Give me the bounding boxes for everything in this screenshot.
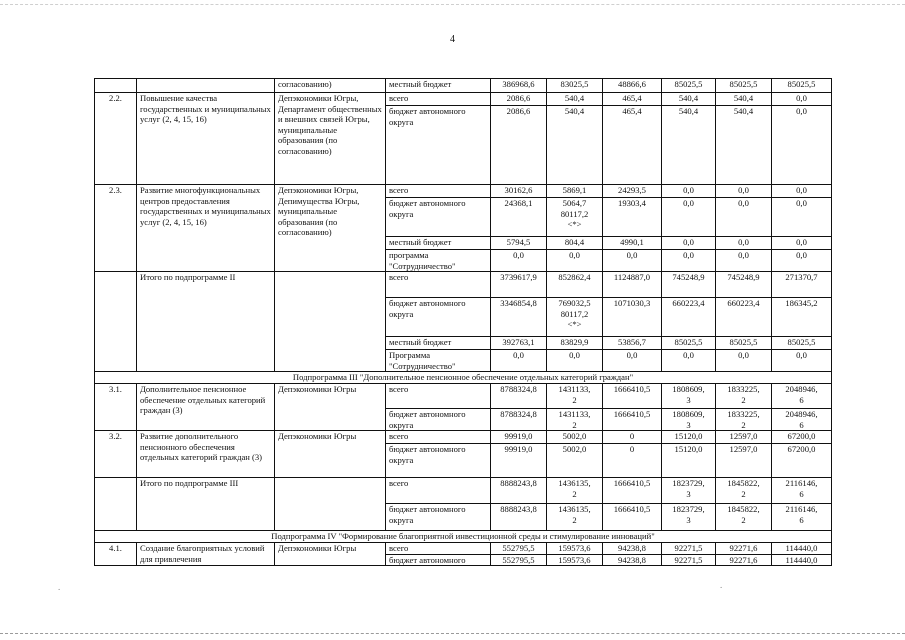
value-cell: 83829,9 (547, 337, 603, 350)
value-cell: 92271,5 (662, 543, 716, 555)
value-cell: 92271,6 (716, 543, 772, 555)
value-cell: 804,4 (547, 237, 603, 250)
value-cell: 159573,6 (547, 554, 603, 566)
funding-source-cell: бюджет автономного (386, 554, 491, 566)
value-cell: 19303,4 (603, 198, 662, 237)
responsible-cell: Депэкономики Югры, Департамент общественных и внешних связей Югры, муниципальные образования (по согласованию) (275, 93, 386, 185)
value-cell: 1666410,5 (603, 504, 662, 531)
row-number-cell (95, 272, 137, 372)
value-cell: 2116146, 6 (772, 504, 832, 531)
value-cell: 99919,0 (491, 444, 547, 478)
value-cell: 0,0 (772, 250, 832, 272)
value-cell: 552795,5 (491, 554, 547, 566)
value-cell: 0,0 (772, 350, 832, 372)
bottom-scan-edge (0, 633, 905, 635)
value-cell: 5002,0 (547, 444, 603, 478)
value-cell: 67200,0 (772, 431, 832, 444)
value-cell: 85025,5 (662, 337, 716, 350)
funding-source-cell: всего (386, 185, 491, 198)
value-cell: 1808609, 3 (662, 409, 716, 431)
value-cell: 2048946, 6 (772, 409, 832, 431)
value-cell: 85025,5 (772, 79, 832, 93)
value-cell: 48866,6 (603, 79, 662, 93)
value-cell: 67200,0 (772, 444, 832, 478)
value-cell: 83025,5 (547, 79, 603, 93)
value-cell: 12597,0 (716, 444, 772, 478)
value-cell: 0,0 (716, 350, 772, 372)
value-cell: 0,0 (547, 250, 603, 272)
row-number-cell: 4.1. (95, 543, 137, 566)
row-number-cell (95, 478, 137, 531)
value-cell: 0,0 (716, 198, 772, 237)
value-cell: 8888243,8 (491, 478, 547, 504)
value-cell: 0,0 (491, 350, 547, 372)
funding-source-cell: местный бюджет (386, 237, 491, 250)
funding-source-cell: всего (386, 93, 491, 106)
value-cell: 540,4 (662, 93, 716, 106)
subprogram-title: Подпрограмма III "Дополнительное пенсионное обеспечение отдельных категорий граждан" (95, 372, 832, 384)
row-number-cell: 2.3. (95, 185, 137, 272)
value-cell: 12597,0 (716, 431, 772, 444)
row-number-cell: 2.2. (95, 93, 137, 185)
value-cell: 540,4 (716, 93, 772, 106)
value-cell: 186345,2 (772, 298, 832, 337)
subprogram-title: Подпрограмма IV "Формирование благоприятной инвестиционной среды и стимулирование инноваций" (95, 531, 832, 543)
value-cell: 0,0 (491, 250, 547, 272)
funding-source-cell: всего (386, 431, 491, 444)
value-cell: 0,0 (772, 93, 832, 106)
value-cell: 465,4 (603, 93, 662, 106)
funding-source-cell: программа "Сотрудничество" (386, 250, 491, 272)
value-cell: 1833225, 2 (716, 409, 772, 431)
responsible-cell (275, 478, 386, 531)
value-cell: 540,4 (547, 106, 603, 185)
table-row (95, 543, 832, 555)
value-cell: 0,0 (603, 250, 662, 272)
value-cell: 8788324,8 (491, 384, 547, 409)
value-cell: 15120,0 (662, 431, 716, 444)
value-cell: 4990,1 (603, 237, 662, 250)
value-cell: 5869,1 (547, 185, 603, 198)
value-cell: 2116146, 6 (772, 478, 832, 504)
value-cell: 271370,7 (772, 272, 832, 298)
value-cell: 1823729, 3 (662, 478, 716, 504)
value-cell: 85025,5 (772, 337, 832, 350)
funding-source-cell: всего (386, 272, 491, 298)
value-cell: 769032,5 80117,2 <*> (547, 298, 603, 337)
value-cell: 392763,1 (491, 337, 547, 350)
row-number-cell: 3.1. (95, 384, 137, 431)
value-cell: 85025,5 (716, 79, 772, 93)
value-cell: 0,0 (716, 237, 772, 250)
item-name-cell: Развитие многофункциональных центров предоставления государственных и муниципальных услуг (2, 4, 15, 16) (137, 185, 275, 272)
value-cell: 0,0 (662, 198, 716, 237)
item-name-cell (137, 79, 275, 93)
scan-mark: . (58, 582, 61, 592)
row-number-cell: 3.2. (95, 431, 137, 478)
value-cell: 85025,5 (716, 337, 772, 350)
value-cell: 745248,9 (662, 272, 716, 298)
value-cell: 660223,4 (662, 298, 716, 337)
subtotal-label-cell: Итого по подпрограмме III (137, 478, 275, 531)
page-number: 4 (450, 34, 455, 45)
value-cell: 99919,0 (491, 431, 547, 444)
value-cell: 1071030,3 (603, 298, 662, 337)
value-cell: 159573,6 (547, 543, 603, 555)
table-row (95, 372, 832, 384)
value-cell: 0,0 (603, 350, 662, 372)
value-cell: 0,0 (662, 350, 716, 372)
table-row (95, 93, 832, 106)
funding-source-cell: всего (386, 384, 491, 409)
value-cell: 24368,1 (491, 198, 547, 237)
table-row (95, 272, 832, 298)
budget-table (94, 78, 832, 566)
value-cell: 1845822, 2 (716, 478, 772, 504)
value-cell: 1124887,0 (603, 272, 662, 298)
item-name-cell: Создание благоприятных условий для привлечения (137, 543, 275, 566)
value-cell: 92271,6 (716, 554, 772, 566)
value-cell: 386968,6 (491, 79, 547, 93)
responsible-cell: Депэкономики Югры (275, 543, 386, 566)
responsible-cell: Депэкономики Югры, Депимущества Югры, муниципальные образования (по согласованию) (275, 185, 386, 272)
value-cell: 1666410,5 (603, 409, 662, 431)
item-name-cell: Дополнительное пенсионное обеспечение отдельных категорий граждан (3) (137, 384, 275, 431)
value-cell: 1436135, 2 (547, 504, 603, 531)
value-cell: 92271,5 (662, 554, 716, 566)
value-cell: 1666410,5 (603, 478, 662, 504)
value-cell: 540,4 (662, 106, 716, 185)
funding-source-cell: бюджет автономного округа (386, 106, 491, 185)
funding-source-cell: бюджет автономного округа (386, 504, 491, 531)
value-cell: 8888243,8 (491, 504, 547, 531)
value-cell: 94238,8 (603, 554, 662, 566)
value-cell: 0,0 (772, 198, 832, 237)
value-cell: 15120,0 (662, 444, 716, 478)
value-cell: 0,0 (662, 250, 716, 272)
item-name-cell: Повышение качества государственных и муниципальных услуг (2, 4, 15, 16) (137, 93, 275, 185)
responsible-cell: согласованию) (275, 79, 386, 93)
value-cell: 0,0 (772, 106, 832, 185)
row-number-cell (95, 79, 137, 93)
scan-mark: . (720, 580, 723, 590)
funding-source-cell: всего (386, 478, 491, 504)
table-row (95, 79, 832, 93)
value-cell: 24293,5 (603, 185, 662, 198)
value-cell: 0,0 (716, 185, 772, 198)
value-cell: 94238,8 (603, 543, 662, 555)
value-cell: 1808609, 3 (662, 384, 716, 409)
value-cell: 0,0 (662, 185, 716, 198)
funding-source-cell: бюджет автономного округа (386, 298, 491, 337)
value-cell: 1823729, 3 (662, 504, 716, 531)
value-cell: 5064,7 80117,2 <*> (547, 198, 603, 237)
value-cell: 1845822, 2 (716, 504, 772, 531)
funding-source-cell: Программа "Сотрудничество" (386, 350, 491, 372)
value-cell: 85025,5 (662, 79, 716, 93)
value-cell: 1436135, 2 (547, 478, 603, 504)
value-cell: 0,0 (547, 350, 603, 372)
value-cell: 0,0 (772, 237, 832, 250)
value-cell: 1431133, 2 (547, 384, 603, 409)
value-cell: 5794,5 (491, 237, 547, 250)
value-cell: 8788324,8 (491, 409, 547, 431)
value-cell: 1431133, 2 (547, 409, 603, 431)
value-cell: 1666410,5 (603, 384, 662, 409)
value-cell: 0 (603, 444, 662, 478)
funding-source-cell: бюджет автономного округа (386, 409, 491, 431)
value-cell: 114440,0 (772, 554, 832, 566)
value-cell: 745248,9 (716, 272, 772, 298)
value-cell: 114440,0 (772, 543, 832, 555)
table-row (95, 384, 832, 409)
value-cell: 2048946, 6 (772, 384, 832, 409)
responsible-cell: Депэкономики Югры (275, 384, 386, 431)
value-cell: 5002,0 (547, 431, 603, 444)
value-cell: 3739617,9 (491, 272, 547, 298)
value-cell: 540,4 (547, 93, 603, 106)
table-row (95, 531, 832, 543)
responsible-cell (275, 272, 386, 372)
value-cell: 2086,6 (491, 93, 547, 106)
value-cell: 1833225, 2 (716, 384, 772, 409)
funding-source-cell: бюджет автономного округа (386, 198, 491, 237)
subtotal-label-cell: Итого по подпрограмме II (137, 272, 275, 372)
table-row (95, 478, 832, 504)
value-cell: 660223,4 (716, 298, 772, 337)
item-name-cell: Развитие дополнительного пенсионного обеспечения отдельных категорий граждан (3) (137, 431, 275, 478)
value-cell: 552795,5 (491, 543, 547, 555)
responsible-cell: Депэкономики Югры (275, 431, 386, 478)
value-cell: 465,4 (603, 106, 662, 185)
value-cell: 53856,7 (603, 337, 662, 350)
value-cell: 0,0 (716, 250, 772, 272)
value-cell: 3346854,8 (491, 298, 547, 337)
table-row (95, 431, 832, 444)
funding-source-cell: местный бюджет (386, 337, 491, 350)
table-row (95, 185, 832, 198)
value-cell: 540,4 (716, 106, 772, 185)
value-cell: 0,0 (772, 185, 832, 198)
funding-source-cell: бюджет автономного округа (386, 444, 491, 478)
funding-source-cell: всего (386, 543, 491, 555)
value-cell: 0 (603, 431, 662, 444)
top-scan-edge (0, 4, 905, 6)
funding-source-cell: местный бюджет (386, 79, 491, 93)
value-cell: 2086,6 (491, 106, 547, 185)
value-cell: 852862,4 (547, 272, 603, 298)
value-cell: 0,0 (662, 237, 716, 250)
value-cell: 30162,6 (491, 185, 547, 198)
